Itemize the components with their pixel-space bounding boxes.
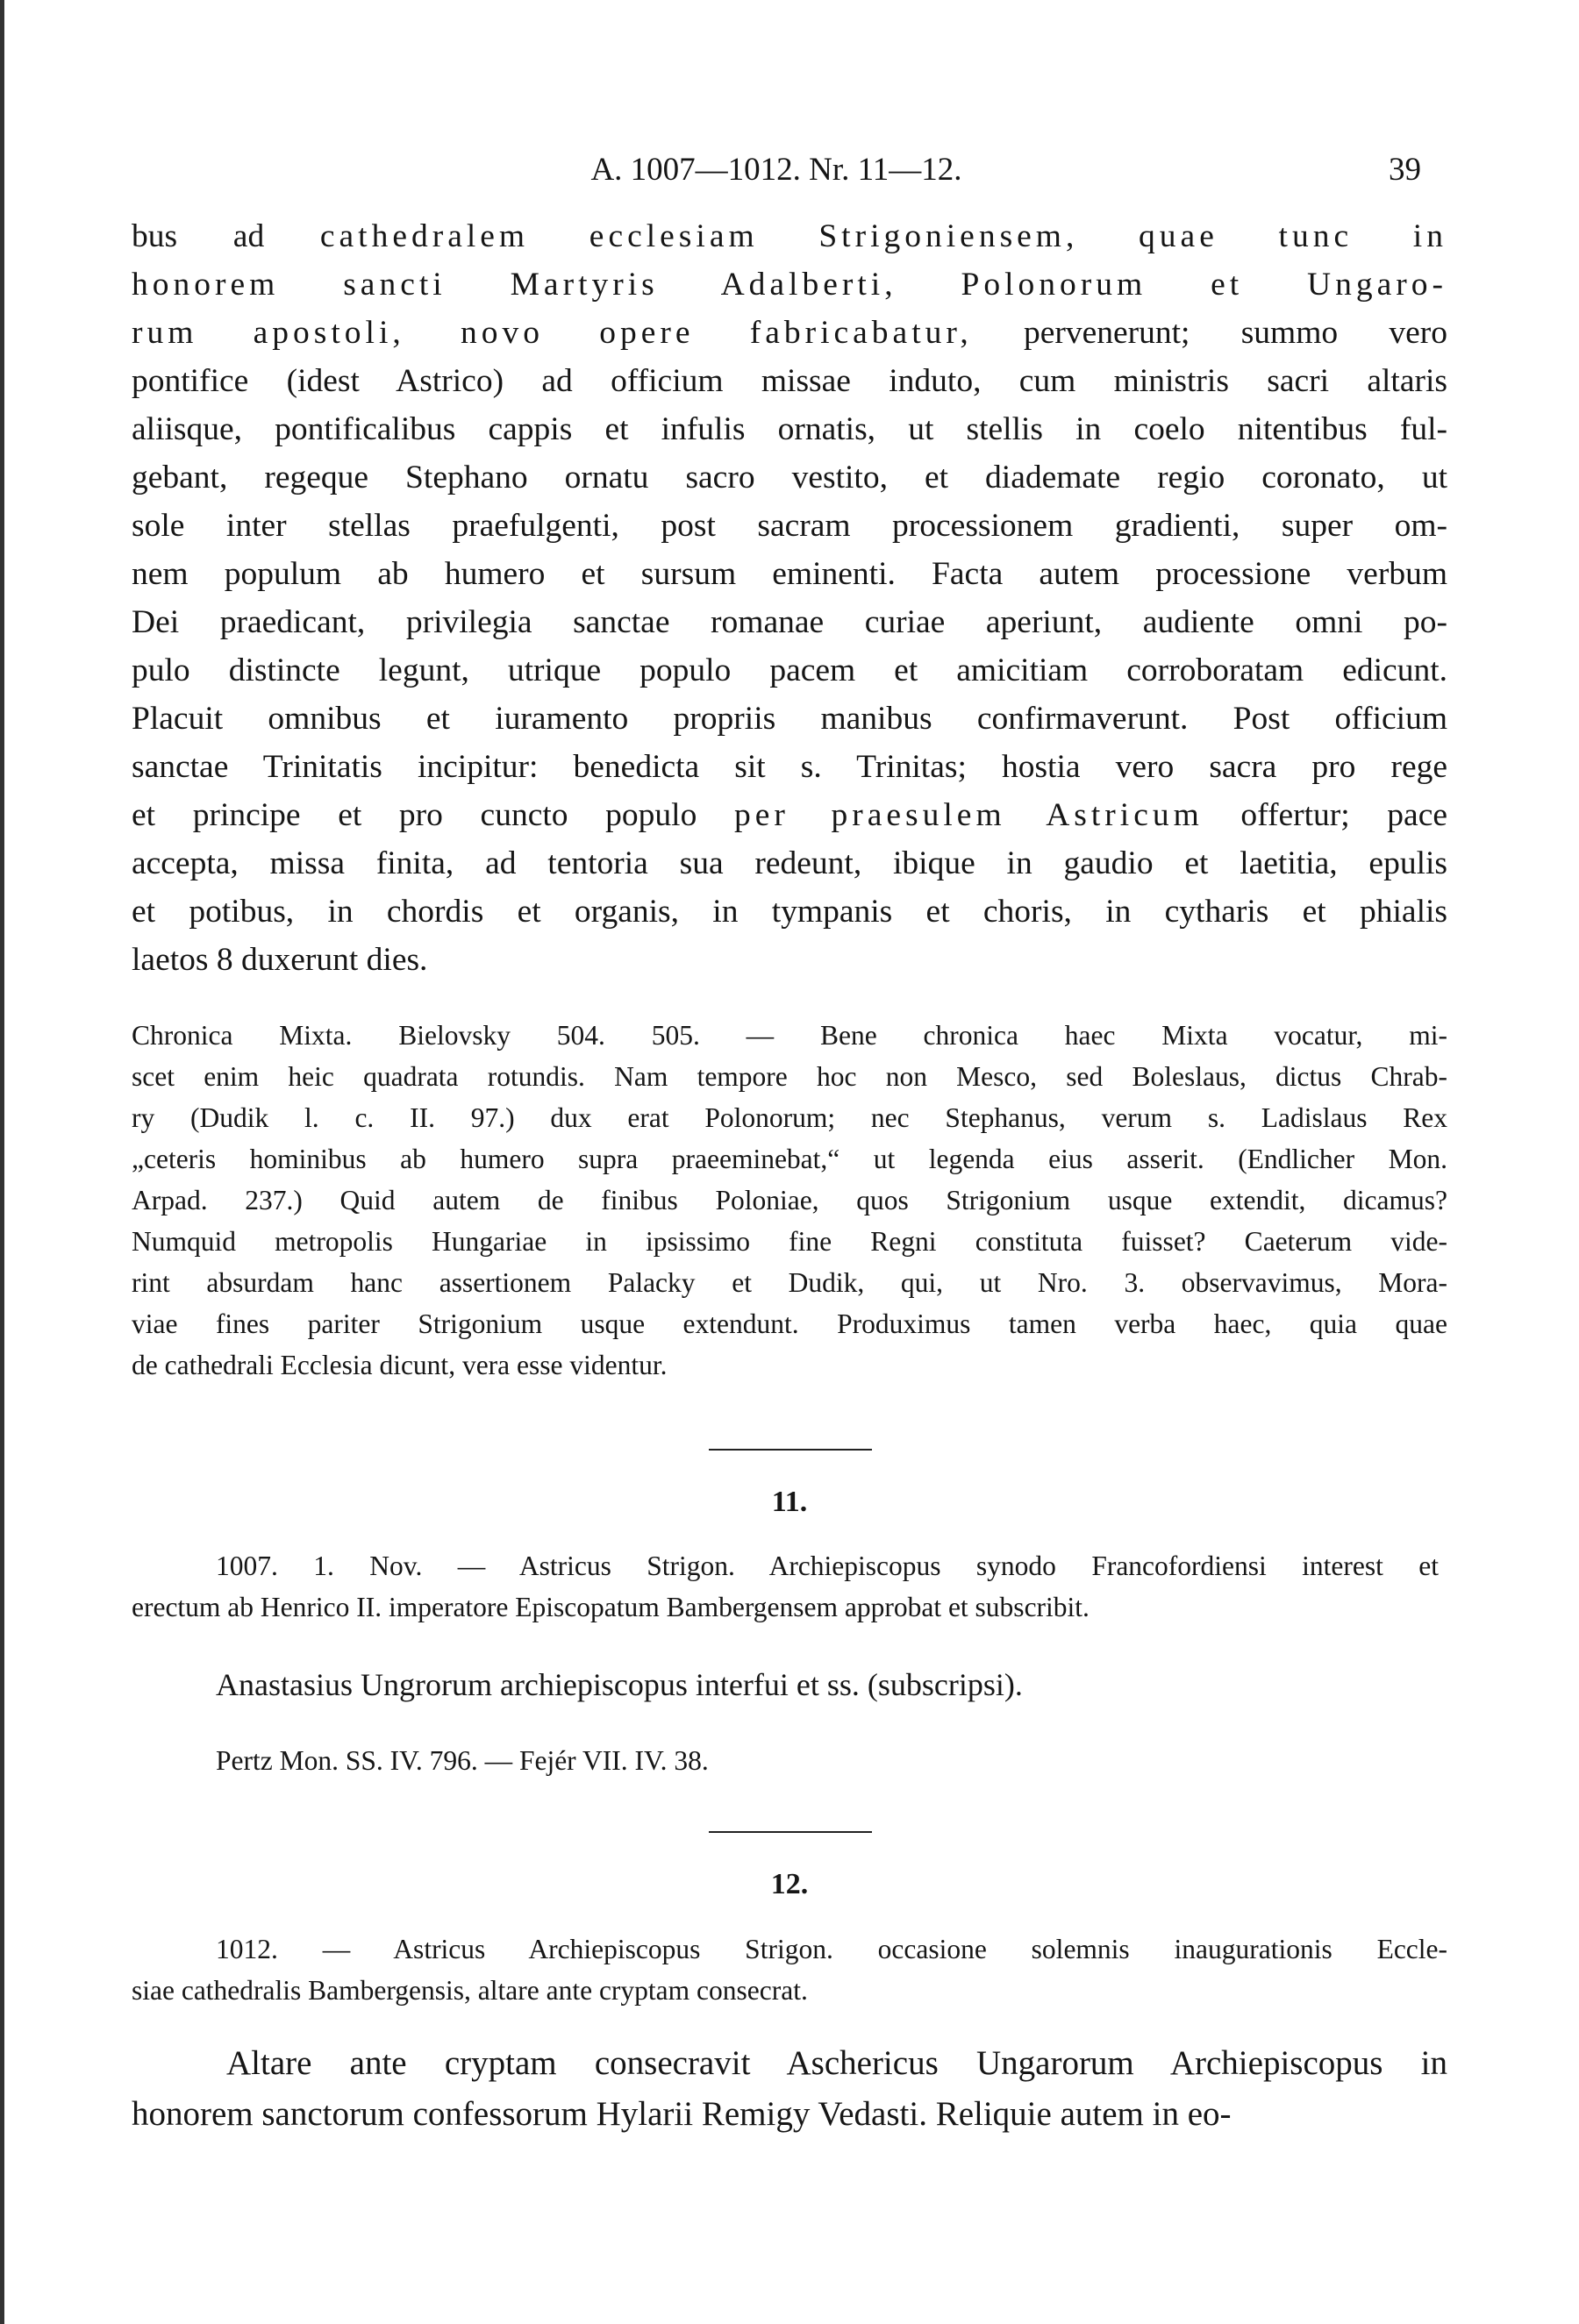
note-line: ry (Dudik l. c. II. 97.) dux erat Polonorum; nec Stephanus, verum s. Ladislaus Rex xyxy=(132,1102,1447,1133)
note-line: Chronica Mixta. Bielovsky 504. 505. — Bene chronica haec Mixta vocatur, mi- xyxy=(132,1020,1447,1051)
text-line: sanctae Trinitatis incipitur: benedicta sit s. Trinitas; hostia vero sacra pro rege xyxy=(132,749,1447,785)
note-line: Arpad. 237.) Quid autem de finibus Poloniae, quos Strigonium usque extendit, dicamus? xyxy=(132,1185,1447,1215)
document-text: Anastasius Ungrorum archiepiscopus interfui et ss. (subscripsi). xyxy=(216,1667,1023,1702)
text-line: pontifice (idest Astrico) ad officium missae induto, cum ministris sacri altaris xyxy=(132,363,1447,399)
text-line xyxy=(132,796,1447,834)
text-line: pulo distincte legunt, utrique populo pacem et amicitiam corroboratam edicunt. xyxy=(132,652,1447,688)
text-line: accepta, missa finita, ad tentoria sua redeunt, ibique in gaudio et laetitia, epulis xyxy=(132,845,1447,881)
regest-line: siae cathedralis Bambergensis, altare ante cryptam consecrat. xyxy=(132,1975,808,2006)
section-divider xyxy=(709,1831,872,1833)
scan-edge-shadow xyxy=(0,0,4,2324)
text-span: bus ad xyxy=(132,218,320,254)
document-number: 12. xyxy=(770,1868,809,1900)
header-title: A. 1007—1012. Nr. 11—12. xyxy=(590,152,962,188)
text-line: laetos 8 duxerunt dies. xyxy=(132,942,428,978)
text-line: nem populum ab humero et sursum eminenti. Facta autem processione verbum xyxy=(132,556,1447,592)
note-line: de cathedrali Ecclesia dicunt, vera esse videntur. xyxy=(132,1350,668,1380)
text-line: et potibus, in chordis et organis, in tympanis et choris, in cytharis et phialis xyxy=(132,894,1447,930)
section-divider xyxy=(709,1449,872,1451)
page-number: 39 xyxy=(1389,152,1421,188)
text-span: offertur; pace xyxy=(1203,797,1447,833)
running-header xyxy=(132,151,1421,186)
note-line: rint absurdam hanc assertionem Palacky et Dudik, qui, ut Nro. 3. observavimus, Mora- xyxy=(132,1267,1447,1298)
text-line: sole inter stellas praefulgenti, post sacram processionem gradienti, super om- xyxy=(132,508,1447,544)
note-line: viae fines pariter Strigonium usque extendunt. Produximus tamen verba haec, quia quae xyxy=(132,1308,1447,1339)
regest-line: 1007. 1. Nov. — Astricus Strigon. Archiepiscopus synodo Francofordiensi interest et xyxy=(216,1551,1439,1581)
note-line: Numquid metropolis Hungariae in ipsissimo fine Regni constituta fuisset? Caeterum vide- xyxy=(132,1226,1447,1257)
regest-line: 1012. — Astricus Archiepiscopus Strigon. occasione solemnis inaugurationis Eccle- xyxy=(216,1934,1447,1964)
spaced-text-span: cathedralem ecclesiam Strigoniensem, quae tunc in xyxy=(319,218,1447,254)
text-span: et principe et pro cuncto populo xyxy=(132,797,734,833)
note-line: „ceteris hominibus ab humero supra praeeminebat,“ ut legenda eius asserit. (Endlicher Mon. xyxy=(132,1144,1447,1174)
source-reference: Pertz Mon. SS. IV. 796. — Fejér VII. IV. 38. xyxy=(216,1745,709,1776)
text-line: gebant, regeque Stephano ornatu sacro vestito, et diademate regio coronato, ut xyxy=(132,460,1447,495)
text-line xyxy=(132,314,1447,352)
spaced-text-span: rum apostoli, novo opere fabricabatur, xyxy=(132,315,973,351)
document-text-line: Altare ante cryptam consecravit Aschericus Ungarorum Archiepiscopus in xyxy=(226,2044,1447,2082)
text-line: Dei praedicant, privilegia sanctae romanae curiae aperiunt, audiente omni po- xyxy=(132,604,1447,640)
note-line: scet enim heic quadrata rotundis. Nam tempore hoc non Mesco, sed Boleslaus, dictus Chrab- xyxy=(132,1061,1447,1092)
text-span: pervenerunt; summo vero xyxy=(972,315,1447,351)
document-number: 11. xyxy=(771,1486,808,1518)
document-text-line: honorem sanctorum confessorum Hylarii Remigy Vedasti. Reliquie autem in eo- xyxy=(132,2095,1232,2133)
text-line: aliisque, pontificalibus cappis et infulis ornatis, ut stellis in coelo nitentibus ful- xyxy=(132,411,1447,447)
spaced-text-span: per praesulem Astricum xyxy=(733,797,1204,833)
text-line xyxy=(132,217,1447,255)
text-line: Placuit omnibus et iuramento propriis manibus confirmaverunt. Post officium xyxy=(132,701,1447,737)
regest-line: erectum ab Henrico II. imperatore Episcopatum Bambergensem approbat et subscribit. xyxy=(132,1592,1090,1622)
text-line: honorem sancti Martyris Adalberti, Polonorum et Ungaro- xyxy=(132,267,1447,303)
